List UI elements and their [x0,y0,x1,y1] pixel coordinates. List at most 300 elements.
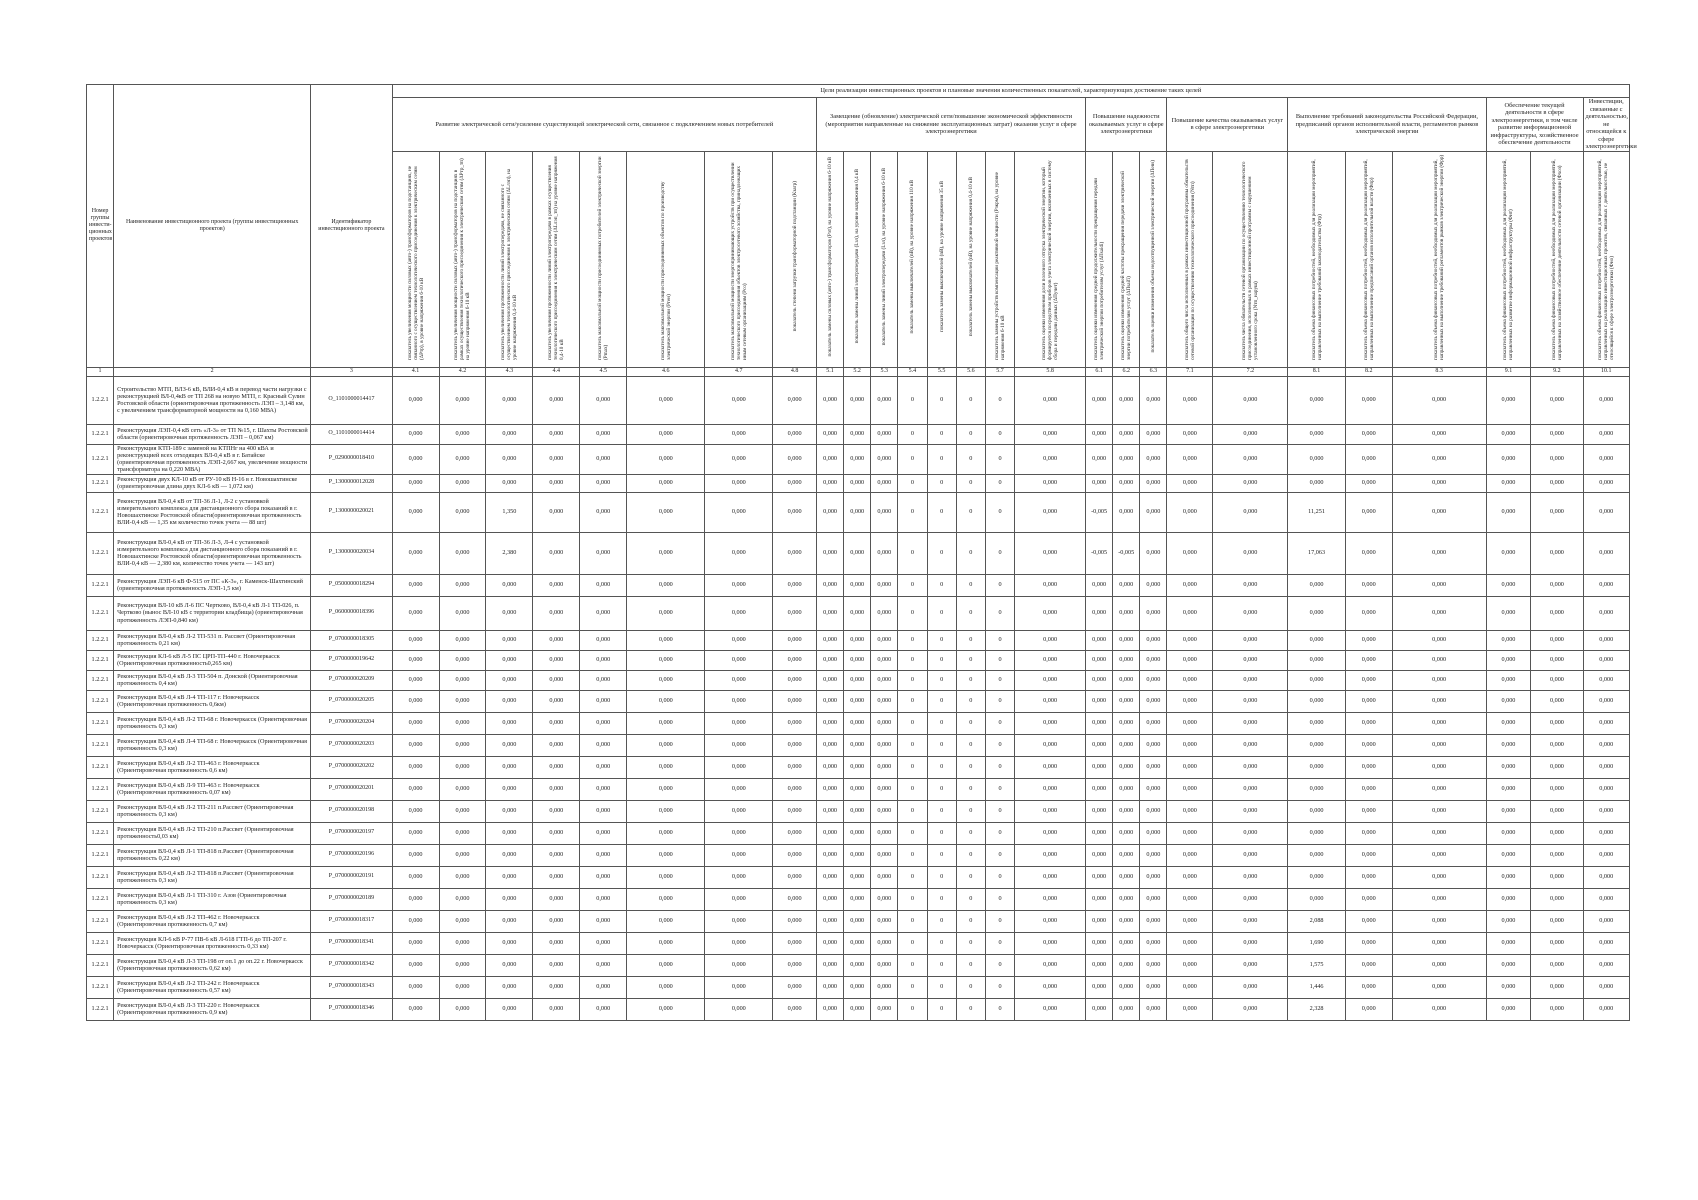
indicator-value-cell: 0,000 [705,650,773,670]
project-id-cell: P_0700000018341 [311,932,392,954]
indicator-value-cell: 0,000 [1167,492,1213,532]
indicator-value-cell: 0,000 [1167,712,1213,734]
indicator-label: показатель максимальной мощности присоединяемых потребителей электрической энергии (Pmax) [597,155,610,360]
table-row [87,444,1630,474]
indicator-value-cell: 0,000 [1345,630,1392,650]
indicator-value-cell: 0,000 [1015,976,1086,998]
indicator-value-cell: 0,000 [533,574,580,596]
indicator-value-cell: 0,000 [1486,932,1531,954]
indicator-value-cell: 0,000 [1531,778,1583,800]
table-row [87,650,1630,670]
indicator-value-cell: 0,000 [705,932,773,954]
indicator-header-20 [1167,151,1213,367]
indicator-value-cell: 0,000 [1213,932,1288,954]
group-number-cell: 1.2.2.1 [87,976,114,998]
indicator-value-cell: 0,000 [1486,712,1531,734]
indicator-value-cell: 0,000 [844,998,871,1020]
indicator-value-cell: 0,000 [1113,670,1140,690]
indicator-value-cell: 0 [956,670,985,690]
indicator-label: показатель увеличения протяженности линий электропередачи в рамках осуществления технологического присоединения к электрическим сетям (ΔLлэп_тп) на уровне напряжения 0,4-10 кВ [547,155,566,360]
indicator-value-cell: 0,000 [1086,690,1113,712]
indicator-value-cell: 0,000 [392,492,439,532]
indicator-value-cell: 0,000 [1486,734,1531,756]
indicator-value-cell: 2,088 [1288,910,1345,932]
indicator-value-cell: 0,000 [817,670,844,690]
indicator-value-cell: 0,000 [392,800,439,822]
indicator-value-cell: 0,000 [705,976,773,998]
indicator-value-cell: 0,000 [439,756,486,778]
indicator-value-cell: 0,000 [580,998,627,1020]
indicator-value-cell: 0,000 [533,474,580,492]
project-name-cell: Реконструкция ВЛ-0,4 кВ Л-4 ТП-68 г. Новочеркасск (Ориентировочная протяженность 0,3 км) [114,734,311,756]
indicator-value-cell: 0,000 [1113,424,1140,444]
indicator-value-cell: 0,000 [1213,574,1288,596]
indicator-value-cell: 0,000 [817,866,844,888]
indicator-value-cell: 0,000 [1140,954,1167,976]
indicator-value-cell: 0,000 [486,444,533,474]
header-group-current-activity: Обеспечение текущей деятельности в сфере электроэнергетики, в том числе развитие информационной инфраструктуры, хозяйственное обеспечение деятельности [1486,98,1583,152]
indicator-value-cell: 0,000 [1015,734,1086,756]
indicator-value-cell: 0,000 [1486,998,1531,1020]
indicator-header-21 [1213,151,1288,367]
indicator-value-cell: 0,000 [439,492,486,532]
indicator-value-cell: 0,000 [705,690,773,712]
indicator-value-cell: 0,000 [580,822,627,844]
indicator-value-cell: 0,000 [871,532,898,574]
indicator-header-14 [956,151,985,367]
indicator-value-cell: 0 [898,474,927,492]
column-number: 8.2 [1345,367,1392,376]
indicator-value-cell: 0 [956,424,985,444]
group-number-cell: 1.2.2.1 [87,424,114,444]
column-number: 5.3 [871,367,898,376]
indicator-value-cell: 0,000 [627,844,705,866]
indicator-value-cell: 0,000 [773,800,817,822]
indicator-value-cell: 0,000 [1392,932,1486,954]
indicator-value-cell: 0,000 [1086,778,1113,800]
indicator-value-cell: 0,000 [580,734,627,756]
indicator-value-cell: 0,000 [627,376,705,424]
indicator-header-18 [1113,151,1140,367]
indicator-value-cell: 0 [898,910,927,932]
indicator-label: показатель увеличения протяженности линий электропередачи, не связанного с осуществлением технологического присоединения к электрическим сетям (ΔLлэп), на уровне напряжения 0,4-10 кВ [500,168,519,360]
indicator-value-cell: 0,000 [871,822,898,844]
indicator-value-cell: 0,000 [533,444,580,474]
indicator-value-cell: 0,000 [1531,756,1583,778]
indicator-value-cell: 0,000 [773,844,817,866]
indicator-value-cell: 0,000 [1583,844,1630,866]
indicator-value-cell: 0,000 [844,954,871,976]
indicator-value-cell: 0,000 [627,822,705,844]
indicator-value-cell: 0,000 [773,756,817,778]
table-row [87,822,1630,844]
indicator-header-4 [533,151,580,367]
indicator-value-cell: 0,000 [439,712,486,734]
indicator-value-cell: 0,000 [1213,474,1288,492]
indicator-value-cell: 0,000 [1345,734,1392,756]
indicator-label: показатель объема финансовых потребностей, необходимых для реализации мероприятий, направленных на выполнение требований законодательства (Фтр) [1310,158,1323,360]
table-row [87,734,1630,756]
indicator-value-cell: 0,000 [627,866,705,888]
indicator-value-cell: 0 [927,976,956,998]
indicator-value-cell: 0,000 [580,376,627,424]
indicator-value-cell: 0,000 [1167,574,1213,596]
indicator-value-cell: 0,000 [871,910,898,932]
indicator-header-25 [1486,151,1531,367]
project-id-cell: P_0500000018294 [311,574,392,596]
indicator-value-cell: 0,000 [1113,630,1140,650]
indicator-value-cell: 0,000 [1086,932,1113,954]
indicator-value-cell: 0 [898,866,927,888]
indicator-value-cell: 0,000 [533,998,580,1020]
indicator-value-cell: 0,000 [1531,630,1583,650]
indicator-value-cell: 0,000 [533,954,580,976]
indicator-value-cell: 0,000 [580,532,627,574]
indicator-header-6 [627,151,705,367]
indicator-value-cell: 0,000 [1113,712,1140,734]
indicator-value-cell: 0,000 [773,690,817,712]
indicator-value-cell: 0,000 [817,444,844,474]
column-number: 4.6 [627,367,705,376]
indicator-value-cell: 0 [956,532,985,574]
indicator-value-cell: 0,000 [1213,444,1288,474]
project-id-cell: P_0700000020197 [311,822,392,844]
indicator-label: показатель замены линий электропередачи (Lзл), на уровне напряжения 6-10 кВ [881,167,888,346]
indicator-value-cell: 0,000 [627,756,705,778]
indicator-value-cell: 0 [956,596,985,630]
project-id-cell: P_0700000018305 [311,630,392,650]
indicator-value-cell: 0,000 [844,756,871,778]
indicator-value-cell: 0,000 [1288,574,1345,596]
indicator-value-cell: 0,000 [1015,376,1086,424]
table-row [87,376,1630,424]
indicator-value-cell: 0,000 [1531,424,1583,444]
indicator-value-cell: 0,000 [1345,690,1392,712]
table-row [87,630,1630,650]
indicator-value-cell: 0 [927,734,956,756]
indicator-value-cell: 0,000 [1486,954,1531,976]
project-id-cell: O_1101000014414 [311,424,392,444]
indicator-value-cell: 0,000 [486,778,533,800]
indicator-value-cell: 0,000 [817,932,844,954]
indicator-value-cell: 0,000 [580,424,627,444]
indicator-value-cell: 0,000 [392,976,439,998]
indicator-value-cell: 0,000 [705,630,773,650]
indicator-value-cell: 0 [985,424,1014,444]
indicator-value-cell: 0,000 [1531,596,1583,630]
indicator-value-cell: 0,000 [1288,376,1345,424]
indicator-value-cell: 0,000 [773,778,817,800]
indicator-value-cell: 0 [898,734,927,756]
indicator-value-cell: 0,000 [439,690,486,712]
indicator-value-cell: 0,000 [871,866,898,888]
indicator-value-cell: 0,000 [844,866,871,888]
indicator-value-cell: 0 [927,756,956,778]
indicator-value-cell: 0,000 [1140,492,1167,532]
group-number-cell: 1.2.2.1 [87,492,114,532]
indicator-value-cell: 0,000 [1583,888,1630,910]
indicator-value-cell: 0,000 [627,998,705,1020]
indicator-value-cell: 0 [898,650,927,670]
indicator-value-cell: 0,000 [1486,976,1531,998]
project-id-cell: P_0700000020203 [311,734,392,756]
indicator-value-cell: 0,000 [1086,712,1113,734]
indicator-value-cell: 0,000 [392,574,439,596]
indicator-value-cell: 0,000 [1113,910,1140,932]
indicator-value-cell: 0,000 [773,670,817,690]
indicator-value-cell: 0,000 [392,474,439,492]
indicator-value-cell: 0 [956,492,985,532]
indicator-header-10 [844,151,871,367]
indicator-value-cell: 0,000 [580,712,627,734]
indicator-value-cell: 0,000 [1531,998,1583,1020]
indicator-value-cell: 0,000 [1345,976,1392,998]
indicator-value-cell: 0,000 [1213,650,1288,670]
indicator-label: показатель максимальной мощности присоединяемых объектов по производству электрической энергии (Pген) [659,180,672,360]
indicator-value-cell: 0 [956,954,985,976]
indicator-value-cell: 0,000 [871,712,898,734]
indicator-value-cell: 0 [956,444,985,474]
column-number: 5.2 [844,367,871,376]
group-number-cell: 1.2.2.1 [87,888,114,910]
column-number: 7.2 [1213,367,1288,376]
indicator-value-cell: 0,000 [1140,756,1167,778]
indicator-value-cell: 0,000 [773,574,817,596]
table-row [87,596,1630,630]
indicator-value-cell: 0,000 [844,888,871,910]
indicator-value-cell: 0 [927,888,956,910]
indicator-value-cell: 0,000 [817,998,844,1020]
indicator-value-cell: 0,000 [1486,376,1531,424]
indicator-value-cell: 0,000 [1015,844,1086,866]
indicator-value-cell: 0,000 [439,844,486,866]
indicator-value-cell: 0,000 [1015,800,1086,822]
indicator-value-cell: 0,000 [1288,650,1345,670]
table-row [87,866,1630,888]
indicator-value-cell: 0,000 [871,690,898,712]
indicator-value-cell: 0,000 [486,670,533,690]
indicator-value-cell: 0,000 [392,596,439,630]
column-number: 10.1 [1583,367,1630,376]
indicator-value-cell: 0,000 [533,630,580,650]
indicator-value-cell: 0,000 [1213,822,1288,844]
indicator-value-cell: 0,000 [705,424,773,444]
indicator-value-cell: 0,000 [1140,376,1167,424]
indicator-value-cell: 0,000 [1531,800,1583,822]
project-id-cell: P_0700000018317 [311,910,392,932]
indicator-value-cell: 0,000 [392,630,439,650]
indicator-value-cell: 0,000 [871,574,898,596]
indicator-label: показатель замены устройств компенсации реактивной мощности (Pзкрм), на уровне напряжения 6-10 кВ [994,171,1007,360]
indicator-value-cell: 0,000 [773,932,817,954]
column-number: 8.1 [1288,367,1345,376]
indicator-value-cell: 0,000 [1213,778,1288,800]
indicator-value-cell: 0,000 [1583,778,1630,800]
group-number-cell: 1.2.2.1 [87,734,114,756]
indicator-value-cell: 0,000 [392,954,439,976]
indicator-value-cell: 0 [985,976,1014,998]
project-name-cell: Реконструкция ВЛ-0,4 кВ Л-4 ТП-117 г. Новочеркасск (Ориентировочная протяженность 0,6км) [114,690,311,712]
indicator-value-cell: 0,000 [1015,954,1086,976]
indicator-value-cell: 0,000 [1288,800,1345,822]
indicator-value-cell: 0,000 [871,844,898,866]
indicator-value-cell: 0,000 [817,888,844,910]
indicator-value-cell: 0,000 [1392,532,1486,574]
indicator-value-cell: 0 [898,888,927,910]
indicator-value-cell: 0,000 [1583,998,1630,1020]
indicator-value-cell: 0,000 [439,822,486,844]
indicator-value-cell: 0,000 [773,954,817,976]
indicator-value-cell: 0,000 [1213,492,1288,532]
indicator-value-cell: 0,000 [1345,998,1392,1020]
indicator-value-cell: 0,000 [1167,954,1213,976]
indicator-header-26 [1531,151,1583,367]
indicator-value-cell: 0,000 [580,630,627,650]
indicator-value-cell: 0,000 [439,888,486,910]
indicator-value-cell: 0 [985,998,1014,1020]
indicator-value-cell: 0,000 [773,630,817,650]
indicator-value-cell: 0,000 [1113,866,1140,888]
indicator-value-cell: 0 [927,596,956,630]
indicator-value-cell: 0,000 [439,778,486,800]
indicator-value-cell: 0,000 [486,910,533,932]
group-number-cell: 1.2.2.1 [87,690,114,712]
indicator-value-cell: 0,000 [1167,474,1213,492]
indicator-value-cell: 0,000 [844,444,871,474]
indicator-header-8 [773,151,817,367]
indicator-value-cell: 0,000 [627,888,705,910]
group-number-cell: 1.2.2.1 [87,574,114,596]
indicator-value-cell: 0 [956,474,985,492]
indicator-value-cell: 0 [898,492,927,532]
indicator-value-cell: 0,000 [844,690,871,712]
project-id-cell: P_0700000020196 [311,844,392,866]
indicator-value-cell: 0,000 [627,574,705,596]
indicator-value-cell: 0,000 [580,650,627,670]
indicator-value-cell: 0,000 [627,734,705,756]
indicator-value-cell: 0,000 [1213,954,1288,976]
indicator-value-cell: 0,000 [627,690,705,712]
indicator-value-cell: 0,000 [1345,778,1392,800]
indicator-value-cell: 0,000 [392,866,439,888]
indicator-value-cell: 0 [956,800,985,822]
indicator-value-cell: 0,000 [705,756,773,778]
indicator-value-cell: 0,000 [533,800,580,822]
indicator-value-cell: 0,000 [1288,756,1345,778]
group-number-cell: 1.2.2.1 [87,596,114,630]
group-number-cell: 1.2.2.1 [87,954,114,976]
indicator-value-cell: 0,000 [817,574,844,596]
indicator-header-5 [580,151,627,367]
indicator-value-cell: 0,000 [486,888,533,910]
indicator-value-cell: 0,000 [627,712,705,734]
indicator-value-cell: 0,000 [533,532,580,574]
indicator-value-cell: 0,000 [1392,866,1486,888]
indicator-value-cell: 0,000 [1167,734,1213,756]
group-number-cell: 1.2.2.1 [87,800,114,822]
group-number-cell: 1.2.2.1 [87,532,114,574]
indicator-value-cell: 0,000 [627,492,705,532]
indicator-label: показатель объема финансовых потребностей, необходимых для реализации мероприятий, направленных на выполнение предписаний органов исполнительной власти (Фпр) [1362,158,1375,360]
indicator-value-cell: 0,000 [1583,910,1630,932]
indicator-value-cell: 0,000 [392,888,439,910]
project-id-cell: P_0700000020191 [311,866,392,888]
indicator-value-cell: 0,000 [1213,596,1288,630]
indicator-value-cell: 0,000 [1140,998,1167,1020]
group-number-cell: 1.2.2.1 [87,376,114,424]
indicator-value-cell: 0,000 [1113,574,1140,596]
indicator-value-cell: 0 [985,844,1014,866]
indicator-value-cell: 0 [985,444,1014,474]
indicator-value-cell: 0,000 [844,670,871,690]
indicator-value-cell: 0,000 [705,822,773,844]
indicator-value-cell: 0,000 [627,670,705,690]
indicator-value-cell: 0,000 [1345,910,1392,932]
column-number: 3 [311,367,392,376]
indicator-value-cell: 0,000 [844,976,871,998]
indicator-value-cell: 0,000 [486,822,533,844]
indicator-value-cell: 0,000 [439,800,486,822]
indicator-value-cell: 0,000 [1167,444,1213,474]
indicator-label: показатель объема финансовых потребностей, необходимых для реализации мероприятий, направленных на хозяйственное обеспечение деятельности сетевой организации (Фхоз) [1550,158,1563,360]
indicator-value-cell: 0,000 [627,778,705,800]
indicator-value-cell: 0,000 [817,596,844,630]
indicator-value-cell: 0,000 [1015,532,1086,574]
indicator-value-cell: 0,000 [705,574,773,596]
indicator-value-cell: 0,000 [533,376,580,424]
indicator-value-cell: 0,000 [1392,910,1486,932]
indicator-value-cell: 0,000 [1392,734,1486,756]
indicator-value-cell: 0 [956,866,985,888]
indicator-value-cell: 0,000 [1086,650,1113,670]
indicator-value-cell: 0,000 [1015,932,1086,954]
indicator-value-cell: 0 [927,998,956,1020]
group-number-cell: 1.2.2.1 [87,844,114,866]
indicator-value-cell: 0,000 [486,756,533,778]
table-row [87,424,1630,444]
indicator-value-cell: 0 [898,954,927,976]
indicator-value-cell: 0,000 [1345,670,1392,690]
indicator-value-cell: 0,000 [392,910,439,932]
indicator-value-cell: 0,000 [1140,822,1167,844]
indicator-value-cell: 0,000 [871,474,898,492]
indicator-value-cell: 0,000 [705,910,773,932]
indicator-value-cell: 0 [927,492,956,532]
indicator-value-cell: 0,000 [1486,424,1531,444]
indicator-value-cell: 0,000 [1167,756,1213,778]
indicator-value-cell: 0 [927,376,956,424]
indicator-value-cell: 0,000 [1288,424,1345,444]
indicator-value-cell: 0,000 [1213,712,1288,734]
indicator-value-cell: 0,000 [1392,630,1486,650]
indicator-value-cell: 0,000 [1015,474,1086,492]
indicator-value-cell: 0,000 [773,888,817,910]
indicator-value-cell: 0,000 [705,844,773,866]
indicator-header-15 [985,151,1014,367]
indicator-value-cell: 0,000 [1113,492,1140,532]
indicator-value-cell: 0,000 [871,976,898,998]
indicator-value-cell: 0,000 [1015,712,1086,734]
indicator-value-cell: 0,000 [1213,424,1288,444]
indicator-value-cell: 0,000 [1583,690,1630,712]
indicator-value-cell: 0,000 [1113,690,1140,712]
group-number-cell: 1.2.2.1 [87,910,114,932]
project-name-cell: Реконструкция ЛЭП-6 кВ Ф-515 от ПС «К-3», г. Каменск-Шахтинский (ориентировочная протяженность ЛЭП-1,5 км) [114,574,311,596]
indicator-value-cell: 0 [898,976,927,998]
indicator-value-cell: 0 [927,954,956,976]
indicator-value-cell: 0,000 [1531,376,1583,424]
indicator-value-cell: 0 [985,492,1014,532]
